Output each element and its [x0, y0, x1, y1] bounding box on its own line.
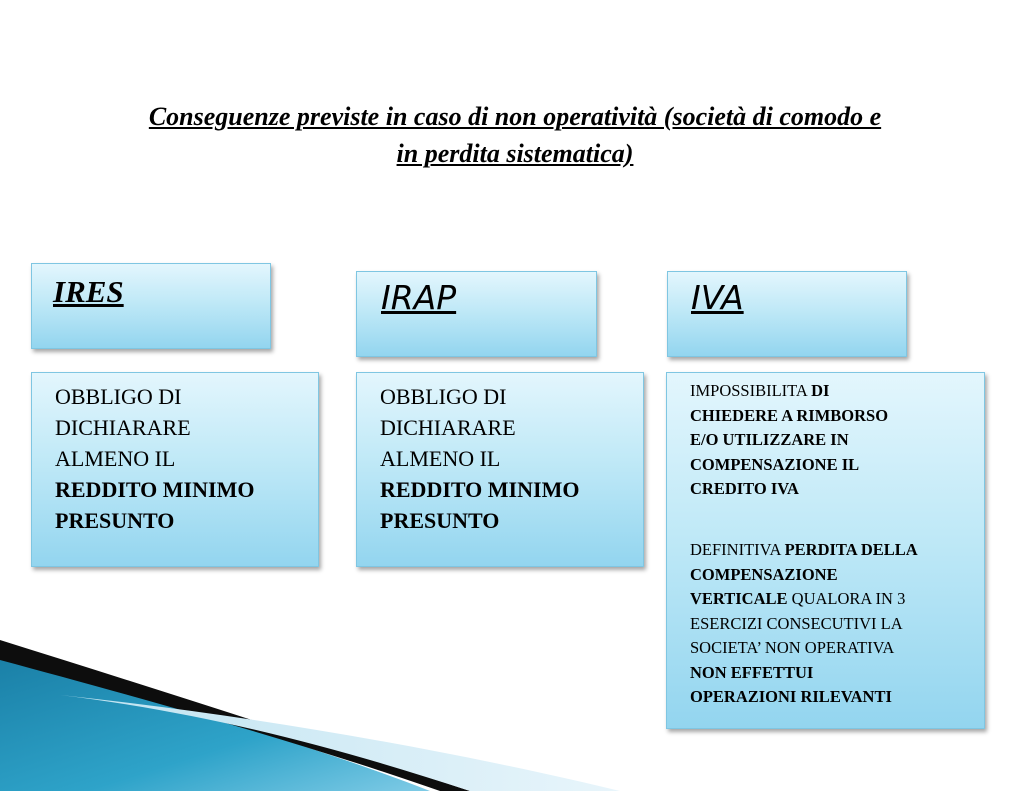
- ires-content-text: [55, 381, 254, 536]
- irap-content-box: [356, 372, 644, 567]
- ires-line-4: REDDITO MINIMO: [55, 477, 255, 502]
- iva-header-box: [667, 271, 907, 357]
- ires-line-2: DICHIARARE: [55, 415, 191, 440]
- irap-header-box: [356, 271, 597, 357]
- iva-p1-line-2: CHIEDERE A RIMBORSO: [690, 405, 889, 425]
- iva-p2-line-2: COMPENSAZIONE: [690, 564, 838, 584]
- iva-content-box: [666, 372, 985, 729]
- iva-p2-line-7: OPERAZIONI RILEVANTI: [690, 687, 892, 706]
- iva-p2-line-3: VERTICALE QUALORA IN 3: [690, 589, 906, 608]
- irap-line-2: DICHIARARE: [380, 415, 516, 440]
- ires-header-box: [31, 263, 271, 349]
- page-title-line-1: Conseguenze previste in caso di non operatività (società di comodo e: [148, 102, 882, 131]
- iva-p1-line-5: CREDITO IVA: [690, 479, 799, 498]
- iva-paragraph-1: [690, 379, 980, 502]
- irap-header-label: IRAP: [381, 278, 457, 317]
- ires-header-label: IRES: [53, 274, 124, 309]
- irap-line-1: OBBLIGO DI: [380, 384, 507, 409]
- irap-line-5: PRESUNTO: [380, 508, 500, 533]
- irap-content-text: [380, 381, 579, 536]
- ires-line-1: OBBLIGO DI: [55, 384, 182, 409]
- iva-p2-line-4: ESERCIZI CONSECUTIVI LA: [690, 613, 903, 633]
- irap-line-4: REDDITO MINIMO: [380, 477, 580, 502]
- iva-p2-line-5: SOCIETA’ NON OPERATIVA: [690, 638, 895, 657]
- iva-p2-line-1: DEFINITIVA PERDITA DELLA: [690, 540, 918, 559]
- page-title: [60, 98, 970, 172]
- iva-header-label: IVA: [691, 278, 744, 317]
- ires-line-5: PRESUNTO: [55, 508, 175, 533]
- ires-content-box: [31, 372, 319, 567]
- page-title-line-2: in perdita sistematica): [396, 139, 634, 168]
- iva-paragraph-2: [690, 538, 980, 710]
- iva-p1-line-4: COMPENSAZIONE IL: [690, 454, 860, 474]
- irap-line-3: ALMENO IL: [380, 446, 501, 471]
- iva-p2-line-6: NON EFFETTUI: [690, 662, 814, 682]
- iva-p1-line-3: E/O UTILIZZARE IN: [690, 430, 849, 449]
- iva-p1-line-1: IMPOSSIBILITA DI: [690, 381, 830, 400]
- ires-line-3: ALMENO IL: [55, 446, 176, 471]
